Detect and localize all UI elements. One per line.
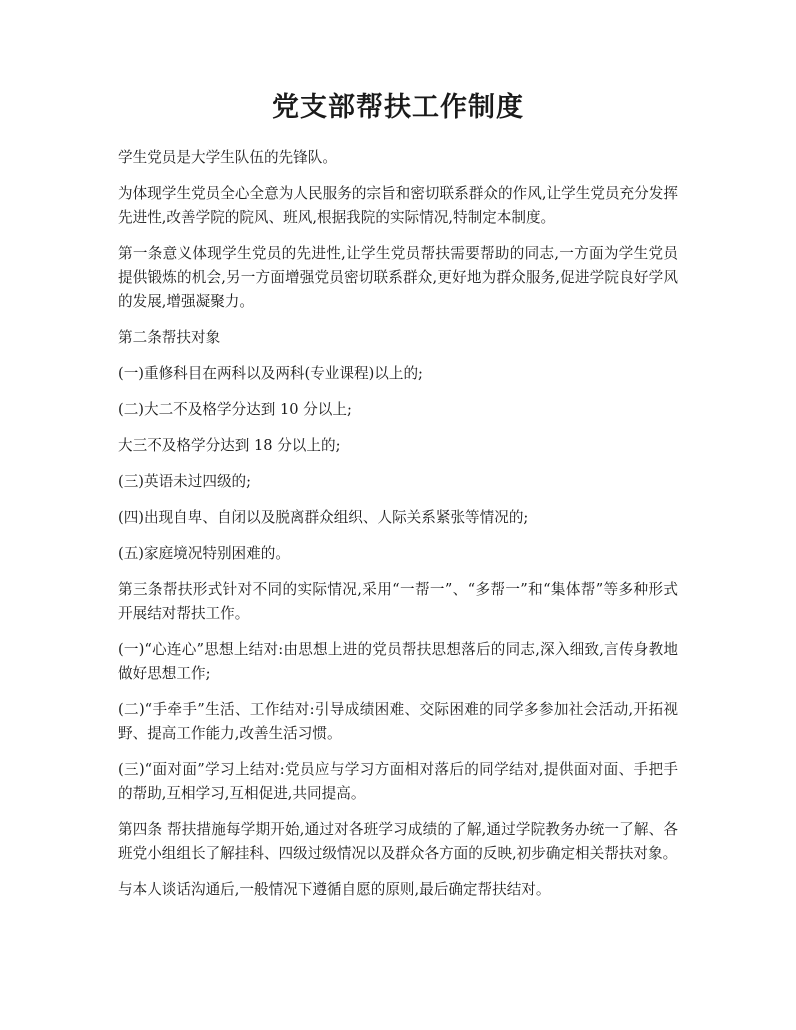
paragraph-target-3: (三)英语未过四级的; bbox=[118, 473, 252, 490]
paragraph-target-5: (五)家庭境况特别困难的。 bbox=[118, 545, 290, 562]
paragraph-form-1: (一)“心连心”思想上结对:由思想上进的党员帮扶思想落后的同志,深入细致,言传身教地做好思想工作; bbox=[118, 641, 678, 682]
paragraph-target-2: (二)大二不及格学分达到 10 分以上; bbox=[118, 401, 352, 418]
paragraph-target-4: (四)出现自卑、自闭以及脱离群众组织、人际关系紧张等情况的; bbox=[118, 509, 529, 526]
paragraph-form-2: (二)“手牵手”生活、工作结对:引导成绩困难、交际困难的同学多参加社会活动,开拓视野、提高工作能力,改善生活习惯。 bbox=[118, 701, 678, 742]
document-title: 党支部帮扶工作制度 bbox=[272, 92, 524, 123]
paragraph-article-4: 第四条 帮扶措施每学期开始,通过对各班学习成绩的了解,通过学院教务办统一了解、各班党小组组长了解挂科、四级过级情况以及群众各方面的反映,初步确定相关帮扶对象。 bbox=[118, 821, 678, 862]
paragraph-article-1: 第一条意义体现学生党员的先进性,让学生党员帮扶需要帮助的同志,一方面为学生党员提供锻炼的机会,另一方面增强党员密切联系群众,更好地为群众服务,促进学院良好学风的发展,增强凝聚力。 bbox=[118, 245, 678, 310]
paragraph-target-1: (一)重修科目在两科以及两科(专业课程)以上的; bbox=[118, 365, 423, 382]
paragraph-purpose: 为体现学生党员全心全意为人民服务的宗旨和密切联系群众的作风,让学生党员充分发挥先进性,改善学院的院风、班风,根据我院的实际情况,特制定本制度。 bbox=[118, 185, 678, 226]
paragraph-intro: 学生党员是大学生队伍的先锋队。 bbox=[118, 149, 337, 166]
paragraph-article-2-heading: 第二条帮扶对象 bbox=[118, 329, 221, 346]
paragraph-closing: 与本人谈话沟通后,一般情况下遵循自愿的原则,最后确定帮扶结对。 bbox=[118, 881, 551, 898]
document-body bbox=[118, 146, 678, 914]
paragraph-form-3: (三)“面对面”学习上结对:党员应与学习方面相对落后的同学结对,提供面对面、手把手的帮助,互相学习,互相促进,共同提高。 bbox=[118, 761, 678, 802]
paragraph-target-2b: 大三不及格学分达到 18 分以上的; bbox=[118, 437, 341, 454]
paragraph-article-3: 第三条帮扶形式针对不同的实际情况,采用“一帮一”、“多帮一”和“集体帮”等多种形式开展结对帮扶工作。 bbox=[118, 581, 678, 622]
